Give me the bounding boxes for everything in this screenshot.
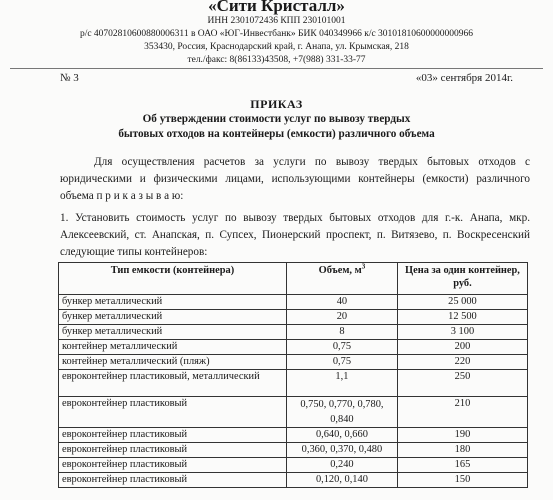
table-row bbox=[59, 443, 528, 458]
cell-type: евроконтейнер пластиковый bbox=[59, 443, 287, 458]
phone: тел./факс: 8(86133)43508, +7(988) 331-33-77 bbox=[187, 55, 366, 65]
cell-price: 250 bbox=[397, 370, 527, 397]
cell-volume: 40 bbox=[286, 295, 397, 310]
table-row bbox=[59, 428, 528, 443]
cell-price: 200 bbox=[397, 340, 527, 355]
preamble-text: Для осуществления расчетов за услуги по вывозу твердых бытовых отходов с юридическими и физическими лицами, использующими контейнеры (емкости) различного объема п р и к а з ы в а ю: bbox=[60, 156, 530, 202]
header-price: Цена за один контейнер, руб. bbox=[397, 263, 527, 295]
cell-price: 210 bbox=[397, 397, 527, 428]
cell-price: 190 bbox=[397, 428, 527, 443]
order-number: № 3 bbox=[60, 72, 79, 84]
cell-type: контейнер металлический bbox=[59, 340, 287, 355]
cell-type: бункер металлический bbox=[59, 325, 287, 340]
order-subject-line2: бытовых отходов на контейнеры (емкости) различного объема bbox=[118, 128, 435, 140]
cell-volume: 1,1 bbox=[286, 370, 397, 397]
cell-volume: 0,360, 0,370, 0,480 bbox=[286, 443, 397, 458]
table-row bbox=[59, 355, 528, 370]
header-type: Тип емкости (контейнера) bbox=[59, 263, 287, 295]
table-row bbox=[59, 340, 528, 355]
header-volume bbox=[286, 263, 397, 295]
cell-type: евроконтейнер пластиковый bbox=[59, 473, 287, 488]
inn-kpp: ИНН 2301072436 КПП 230101001 bbox=[207, 16, 346, 26]
cell-price: 12 500 bbox=[397, 310, 527, 325]
cell-type: евроконтейнер пластиковый bbox=[59, 428, 287, 443]
table-row bbox=[59, 458, 528, 473]
cell-price: 25 000 bbox=[397, 295, 527, 310]
company-name: «Сити Кристалл» bbox=[208, 0, 345, 15]
cell-price: 180 bbox=[397, 443, 527, 458]
address: 353430, Россия, Краснодарский край, г. Анапа, ул. Крымская, 218 bbox=[144, 42, 409, 52]
letterhead-divider bbox=[10, 68, 543, 69]
table-row bbox=[59, 473, 528, 488]
cell-type: евроконтейнер пластиковый bbox=[59, 458, 287, 473]
table-header-row bbox=[59, 263, 528, 295]
price-table bbox=[58, 262, 528, 488]
cell-volume: 0,750, 0,770, 0,780, 0,840 bbox=[286, 397, 397, 428]
table-row bbox=[59, 370, 528, 397]
cell-type: бункер металлический bbox=[59, 310, 287, 325]
cell-volume: 20 bbox=[286, 310, 397, 325]
cell-type: бункер металлический bbox=[59, 295, 287, 310]
cell-type: евроконтейнер пластиковый bbox=[59, 397, 287, 428]
cell-price: 3 100 bbox=[397, 325, 527, 340]
cell-volume: 0,75 bbox=[286, 340, 397, 355]
cell-type: контейнер металлический (пляж) bbox=[59, 355, 287, 370]
cell-price: 165 bbox=[397, 458, 527, 473]
cell-volume: 0,640, 0,660 bbox=[286, 428, 397, 443]
order-date: «03» сентября 2014г. bbox=[415, 72, 513, 84]
table-row bbox=[59, 310, 528, 325]
cell-price: 150 bbox=[397, 473, 527, 488]
order-title: ПРИКАЗ bbox=[250, 97, 303, 111]
cell-volume: 0,75 bbox=[286, 355, 397, 370]
bank-details: р/с 40702810600880006311 в ОАО «ЮГ-Инвестбанк» БИК 040349966 к/с 30101810600000000966 bbox=[79, 29, 474, 39]
table-row bbox=[59, 295, 528, 310]
header-volume-sup: 3 bbox=[361, 262, 366, 271]
order-subject-line1: Об утверждении стоимости услуг по вывозу твердых bbox=[142, 113, 411, 125]
cell-volume: 0,240 bbox=[286, 458, 397, 473]
cell-type: евроконтейнер пластиковый, металлический bbox=[59, 370, 287, 397]
table-row bbox=[59, 325, 528, 340]
header-volume-label: Объем, м bbox=[318, 265, 362, 276]
cell-volume: 0,120, 0,140 bbox=[286, 473, 397, 488]
cell-price: 220 bbox=[397, 355, 527, 370]
item-1-text: 1. Установить стоимость услуг по вывозу твердых бытовых отходов для г.-к. Анапа, мкр. Алексеевский, ст. Анапская, п. Супсех, Пионерский проспект, п. Витязево, п. Воскресенский следующие типы контейнеров: bbox=[60, 212, 530, 258]
cell-volume: 8 bbox=[286, 325, 397, 340]
table-row bbox=[59, 397, 528, 428]
